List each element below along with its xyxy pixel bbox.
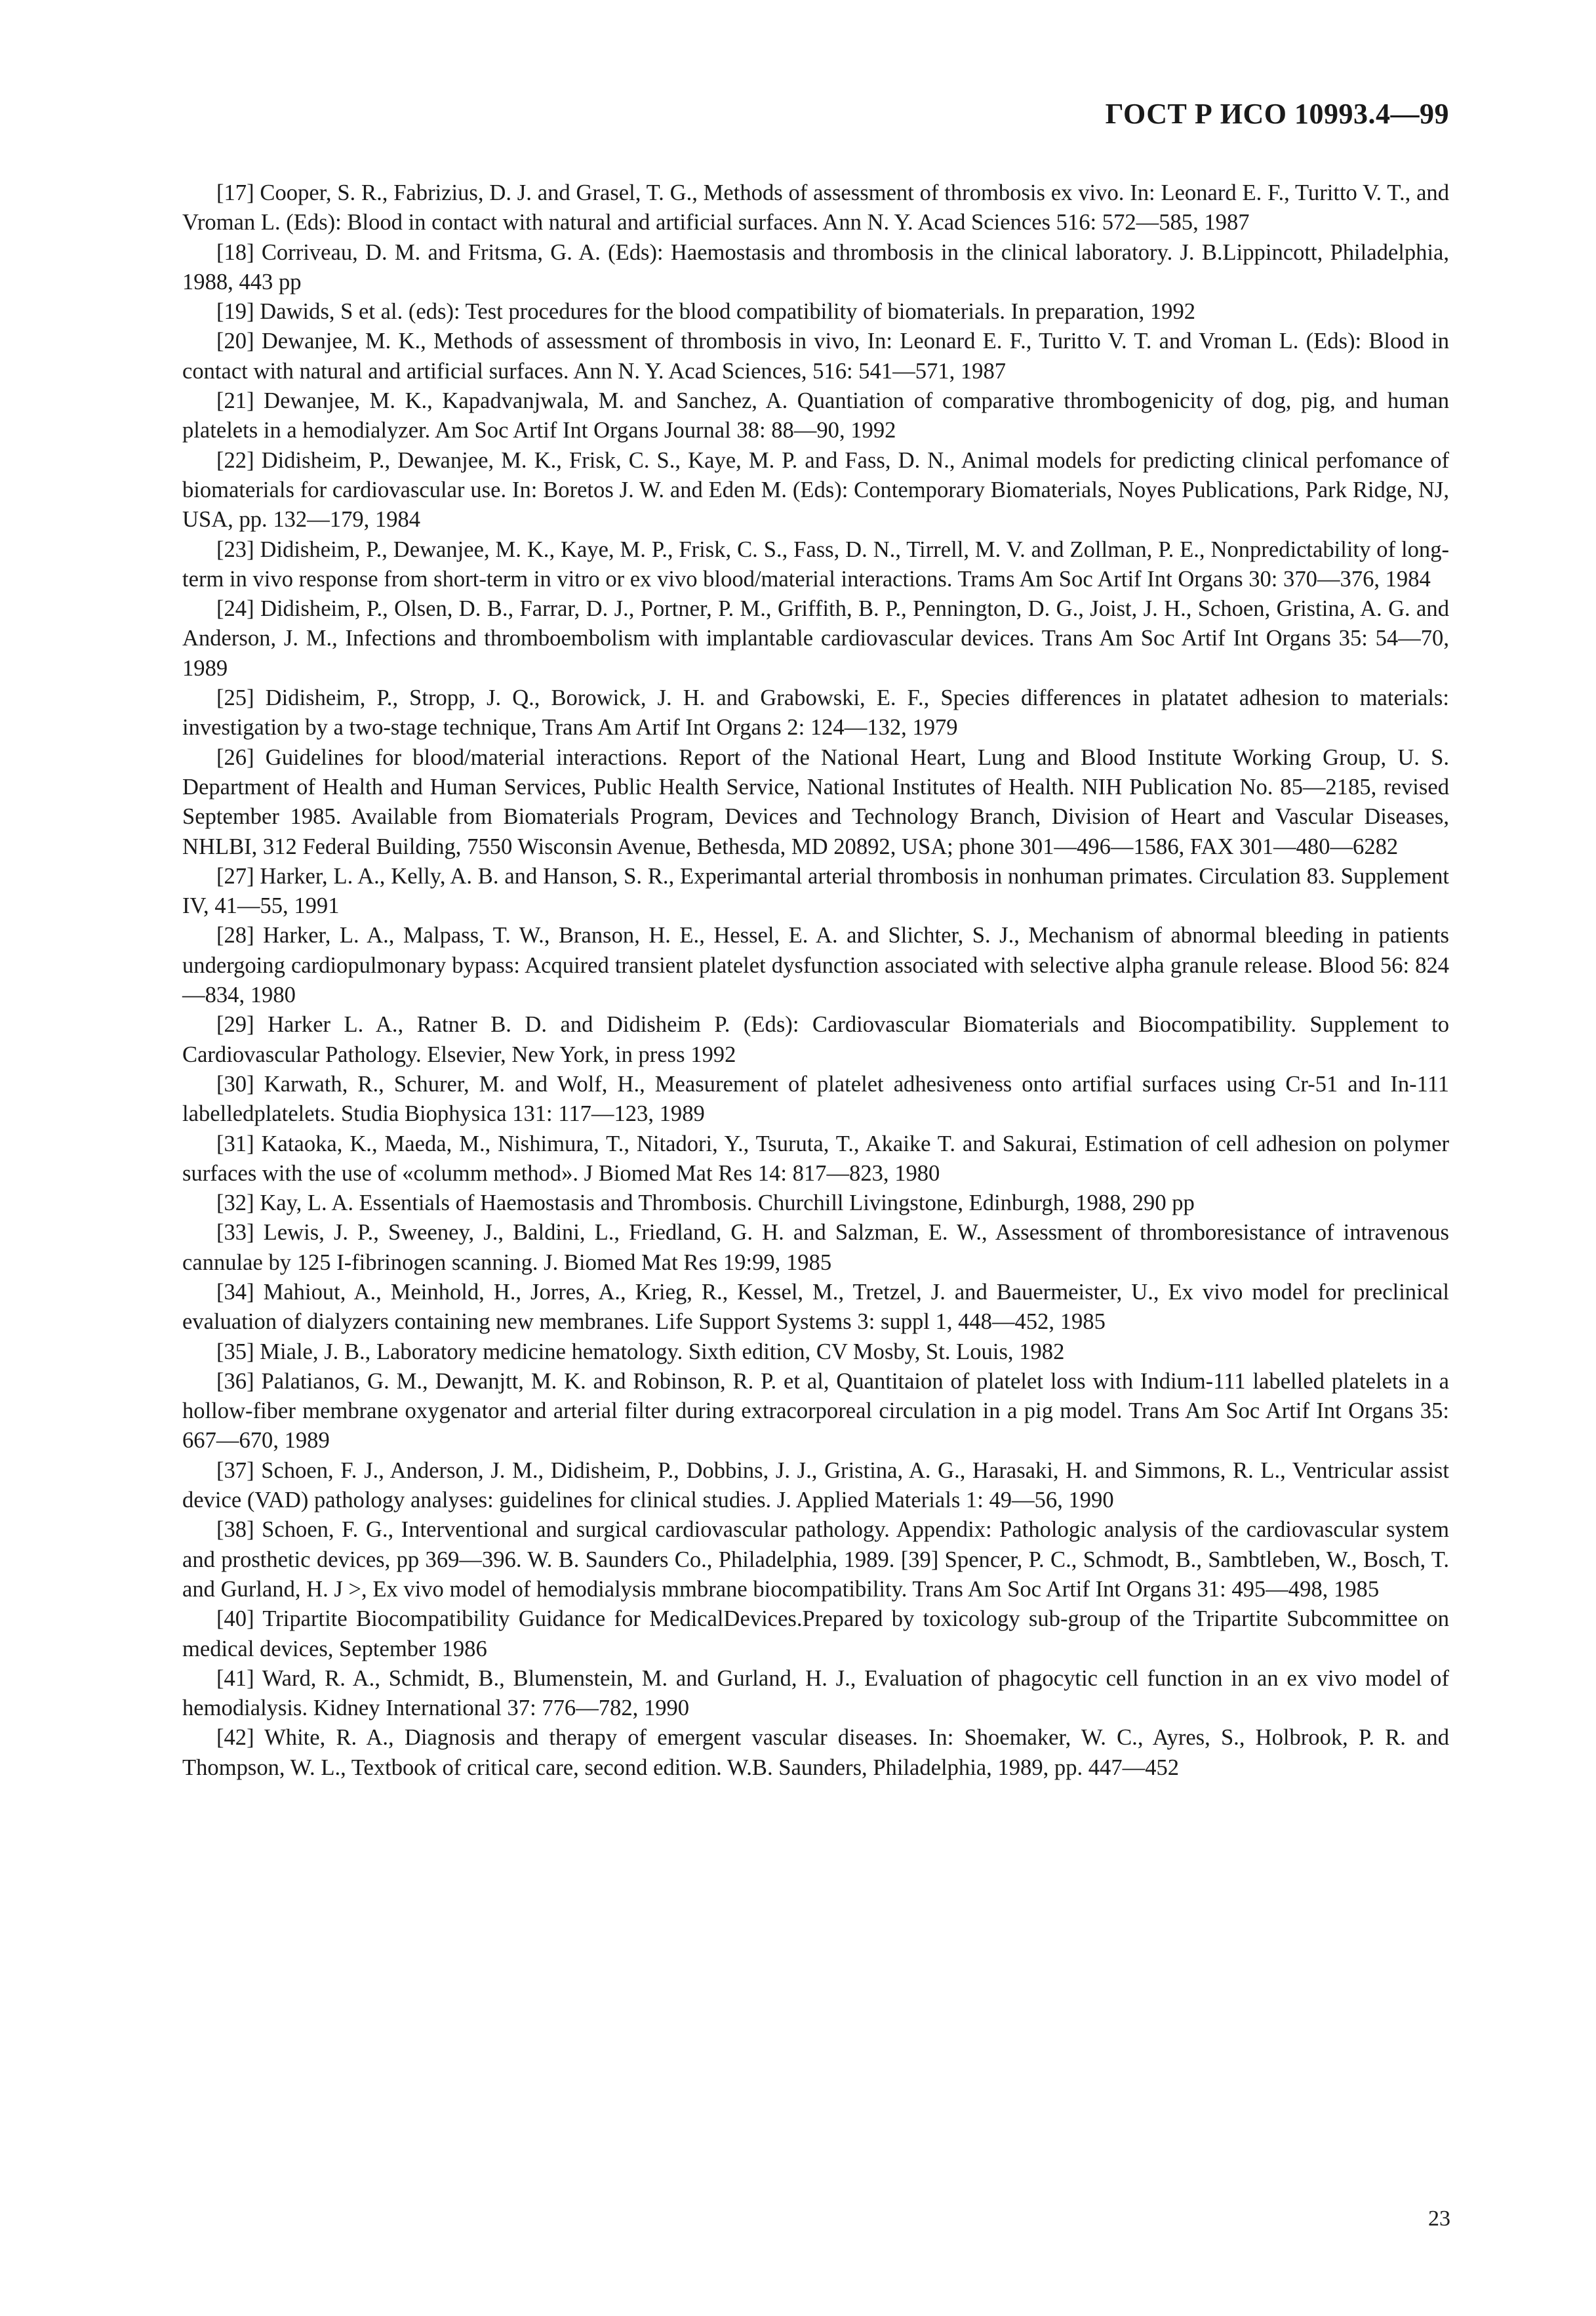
reference-42: [42] White, R. A., Diagnosis and therapy of emergent vascular diseases. In: Shoemaker, W. C., Ayres, S., Holbrook, P. R. and Thompson, W. L., Textbook of critical care, second edition. W.B. Saunders, Philadelphia, 1989, pp. 447—452 bbox=[182, 1725, 1449, 1780]
reference-26: [26] Guidelines for blood/material interactions. Report of the National Heart, Lung and Blood Institute Working Group, U. S. Department of Health and Human Services, Public Health Service, National Institutes of Health. NIH Publication No. 85—2185, revised September 1985. Available from Biomaterials Program, Devices and Technology Branch, Division of Heart and Vascular Diseases, NHLBI, 312 Federal Building, 7550 Wisconsin Avenue, Bethesda, MD 20892, USA; phone 301—496—1586, FAX 301—480—6282 bbox=[182, 744, 1449, 859]
reference-23: [23] Didisheim, P., Dewanjee, M. K., Kaye, M. P., Frisk, C. S., Fass, D. N., Tirrell, M. V. and Zollman, P. E., Nonpredictability of long-term in vivo response from short-term in vitro or ex vivo blood/material interactions. Trams Am Soc Artif Int Organs 30: 370—376, 1984 bbox=[182, 537, 1449, 592]
reference-21: [21] Dewanjee, M. K., Kapadvanjwala, M. and Sanchez, A. Quantiation of comparative thrombogenicity of dog, pig, and human platelets in a hemodialyzer. Am Soc Artif Int Organs Journal 38: 88—90, 1992 bbox=[182, 388, 1449, 443]
reference-37: [37] Schoen, F. J., Anderson, J. M., Didisheim, P., Dobbins, J. J., Gristina, A. G., Harasaki, H. and Simmons, R. L., Ventricular assist device (VAD) pathology analyses: guidelines for clinical studies. J. Applied Materials 1: 49—56, 1990 bbox=[182, 1457, 1449, 1513]
reference-25: [25] Didisheim, P., Stropp, J. Q., Borowick, J. H. and Grabowski, E. F., Species differences in platatet adhesion to materials: investigation by a two-stage technique, Trans Am Artif Int Organs 2: 124—132, 1979 bbox=[182, 685, 1449, 741]
reference-33: [33] Lewis, J. P., Sweeney, J., Baldini, L., Friedland, G. H. and Salzman, E. W., Assessment of thromboresistance of intravenous cannulae by 125 I-fibrinogen scanning. J. Biomed Mat Res 19:99, 1985 bbox=[182, 1220, 1449, 1275]
reference-20: [20] Dewanjee, M. K., Methods of assessment of thrombosis in vivo, In: Leonard E. F., Turitto V. T. and Vroman L. (Eds): Blood in contact with natural and artificial surfaces. Ann N. Y. Acad Sciences, 516: 541—571, 1987 bbox=[182, 329, 1449, 384]
reference-28: [28] Harker, L. A., Malpass, T. W., Branson, H. E., Hessel, E. A. and Slichter, S. J., Mechanism of abnormal bleeding in patients undergoing cardiopulmonary bypass: Acquired transient platelet dysfunction associated with selective alpha granule release. Blood 56: 824—834, 1980 bbox=[182, 923, 1449, 1008]
reference-19: [19] Dawids, S et al. (eds): Test procedures for the blood compatibility of biomaterials. In preparation, 1992 bbox=[216, 299, 1196, 325]
page-number: 23 bbox=[1428, 2206, 1450, 2231]
reference-30: [30] Karwath, R., Schurer, M. and Wolf, H., Measurement of platelet adhesiveness onto artifial surfaces using Cr-51 and In-111 labelledplatelets. Studia Biophysica 131: 117—123, 1989 bbox=[182, 1071, 1449, 1127]
reference-38-39: [38] Schoen, F. G., Interventional and surgical cardiovascular pathology. Appendix: Pathologic analysis of the cardiovascular system and prosthetic devices, pp 369—396. W. B. Saunders Co., Philadelphia, 1989. [39] Spencer, P. C., Schmodt, B., Sambtleben, W., Bosch, T. and Gurland, H. J >, Ex vivo model of hemodialysis mmbrane biocompatibility. Trans Am Soc Artif Int Organs 31: 495—498, 1985 bbox=[182, 1517, 1449, 1602]
reference-31: [31] Kataoka, K., Maeda, M., Nishimura, T., Nitadori, Y., Tsuruta, T., Akaike T. and Sakurai, Estimation of cell adhesion on polymer surfaces with the use of «columm method». J Biomed Mat Res 14: 817—823, 1980 bbox=[182, 1131, 1449, 1186]
reference-32: [32] Kay, L. A. Essentials of Haemostasis and Thrombosis. Churchill Livingstone, Edinburgh, 1988, 290 pp bbox=[216, 1190, 1195, 1216]
reference-35: [35] Miale, J. B., Laboratory medicine hematology. Sixth edition, CV Mosby, St. Louis, 1982 bbox=[216, 1339, 1065, 1364]
reference-34: [34] Mahiout, A., Meinhold, H., Jorres, A., Krieg, R., Kessel, M., Tretzel, J. and Bauermeister, U., Ex vivo model for preclinical evaluation of dialyzers containing new membranes. Life Support Systems 3: suppl 1, 448—452, 1985 bbox=[182, 1279, 1449, 1335]
reference-24: [24] Didisheim, P., Olsen, D. B., Farrar, D. J., Portner, P. M., Griffith, B. P., Pennington, D. G., Joist, J. H., Schoen, Gristina, A. G. and Anderson, J. M., Infections and thromboembolism with implantable cardiovascular devices. Trans Am Soc Artif Int Organs 35: 54—70, 1989 bbox=[182, 596, 1449, 681]
reference-list bbox=[182, 178, 1449, 1783]
reference-36: [36] Palatianos, G. M., Dewanjtt, M. K. and Robinson, R. P. et al, Quantitaion of platelet loss with Indium-111 labelled platelets in a hollow-fiber membrane oxygenator and arterial filter during extracorporeal circulation in a pig model. Trans Am Soc Artif Int Organs 35: 667—670, 1989 bbox=[182, 1368, 1449, 1453]
reference-41: [41] Ward, R. A., Schmidt, B., Blumenstein, M. and Gurland, H. J., Evaluation of phagocytic cell function in an ex vivo model of hemodialysis. Kidney International 37: 776—782, 1990 bbox=[182, 1665, 1449, 1721]
reference-22: [22] Didisheim, P., Dewanjee, M. K., Frisk, C. S., Kaye, M. P. and Fass, D. N., Animal models for predicting clinical perfomance of biomaterials for cardiovascular use. In: Boretos J. W. and Eden M. (Eds): Contemporary Biomaterials, Noyes Publications, Park Ridge, NJ, USA, pp. 132—179, 1984 bbox=[182, 447, 1449, 533]
reference-18: [18] Corriveau, D. M. and Fritsma, G. A. (Eds): Haemostasis and thrombosis in the clinical laboratory. J. B.Lippincott, Philadelphia, 1988, 443 pp bbox=[182, 239, 1449, 295]
reference-27: [27] Harker, L. A., Kelly, A. B. and Hanson, S. R., Experimantal arterial thrombosis in nonhuman primates. Circulation 83. Supplement IV, 41—55, 1991 bbox=[182, 863, 1449, 919]
reference-17: [17] Cooper, S. R., Fabrizius, D. J. and Grasel, T. G., Methods of assessment of thrombosis ex vivo. In: Leonard E. F., Turitto V. T., and Vroman L. (Eds): Blood in contact with natural and artificial surfaces. Ann N. Y. Acad Sciences 516: 572—585, 1987 bbox=[182, 180, 1449, 235]
reference-29: [29] Harker L. A., Ratner B. D. and Didisheim P. (Eds): Cardiovascular Biomaterials and Biocompatibility. Supplement to Cardiovascular Pathology. Elsevier, New York, in press 1992 bbox=[182, 1012, 1449, 1067]
document-header: ГОСТ Р ИСО 10993.4—99 bbox=[1105, 98, 1449, 130]
reference-40: [40] Tripartite Biocompatibility Guidance for MedicalDevices.Prepared by toxicology sub-group of the Tripartite Subcommittee on medical devices, September 1986 bbox=[182, 1606, 1449, 1661]
